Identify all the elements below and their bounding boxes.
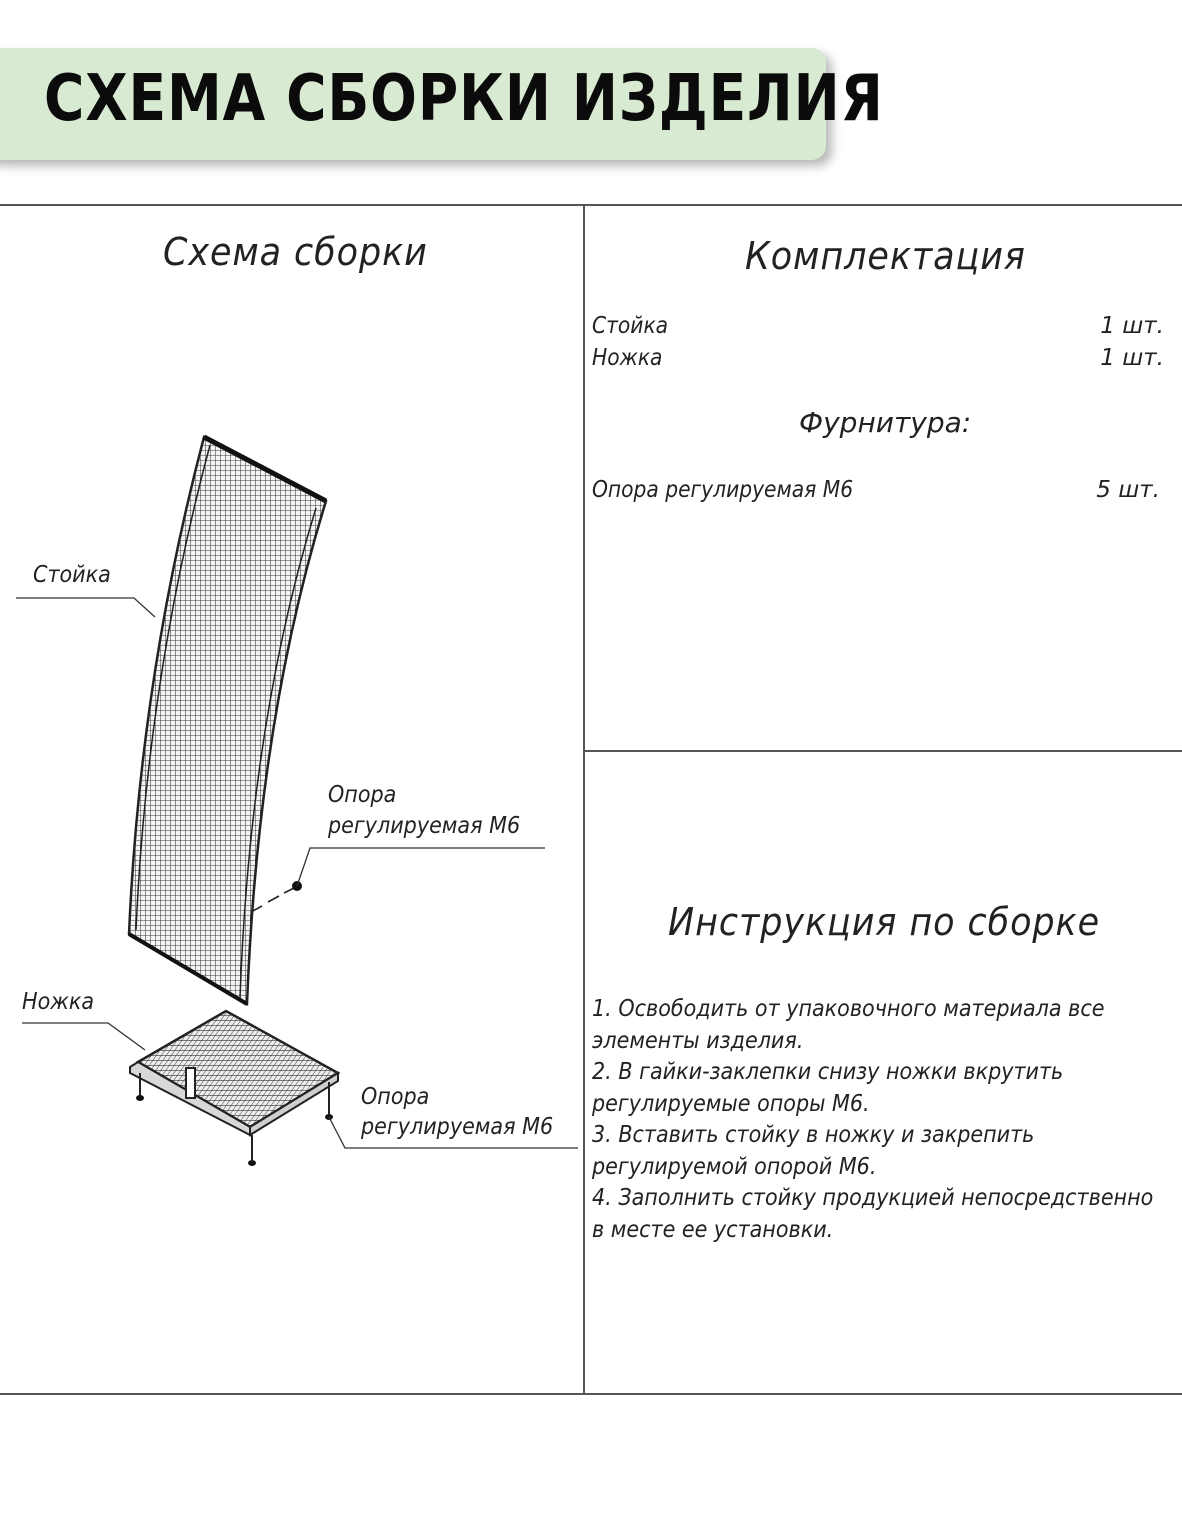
base-support-label-line2: регулируемая М6	[361, 1114, 554, 1140]
assembly-diagram-heading: Схема сборки	[163, 230, 428, 274]
adjustable-foot-icon	[251, 881, 302, 912]
kit-heading: Комплектация	[745, 234, 1026, 278]
page-title: СХЕМА СБОРКИ ИЗДЕЛИЯ	[44, 62, 884, 136]
instruction-line: 2. В гайки-заклепки снизу ножки вкрутить	[592, 1059, 1064, 1085]
instructions-heading: Инструкция по сборке	[668, 900, 1100, 944]
fitting-item-qty: 5 шт.	[1096, 477, 1160, 503]
fittings-heading: Фурнитура:	[799, 406, 972, 439]
base-label: Ножка	[22, 989, 95, 1015]
mesh-stand-drawing	[129, 437, 326, 1004]
instruction-line: 1. Освободить от упаковочного материала все	[592, 996, 1105, 1022]
instruction-line: 4. Заполнить стойку продукцией непосредственно	[592, 1185, 1154, 1211]
instruction-line: 3. Вставить стойку в ножку и закрепить	[592, 1122, 1035, 1148]
stand-label: Стойка	[33, 562, 111, 588]
instruction-line: элементы изделия.	[592, 1027, 804, 1054]
instruction-line: в месте ее установки.	[592, 1216, 834, 1243]
instruction-line: регулируемой опорой М6.	[592, 1153, 877, 1180]
kit-item-qty: 1 шт.	[1100, 345, 1164, 371]
instruction-line: регулируемые опоры М6.	[592, 1090, 870, 1117]
fitting-item-name: Опора регулируемая М6	[592, 477, 854, 503]
kit-item-name: Ножка	[592, 345, 663, 371]
kit-item-name: Стойка	[592, 313, 669, 339]
kit-item-qty: 1 шт.	[1100, 313, 1164, 339]
foot-support-label-line2: регулируемая М6	[328, 813, 521, 839]
instructions-list	[592, 994, 1168, 1246]
foot-support-leader-line	[297, 848, 545, 886]
base-support-label-line1: Опора	[361, 1084, 430, 1110]
base-leader-line	[22, 1023, 145, 1050]
base-plate-drawing	[130, 1011, 338, 1166]
stand-leader-line	[16, 598, 155, 617]
foot-support-label-line1: Опора	[328, 782, 397, 808]
